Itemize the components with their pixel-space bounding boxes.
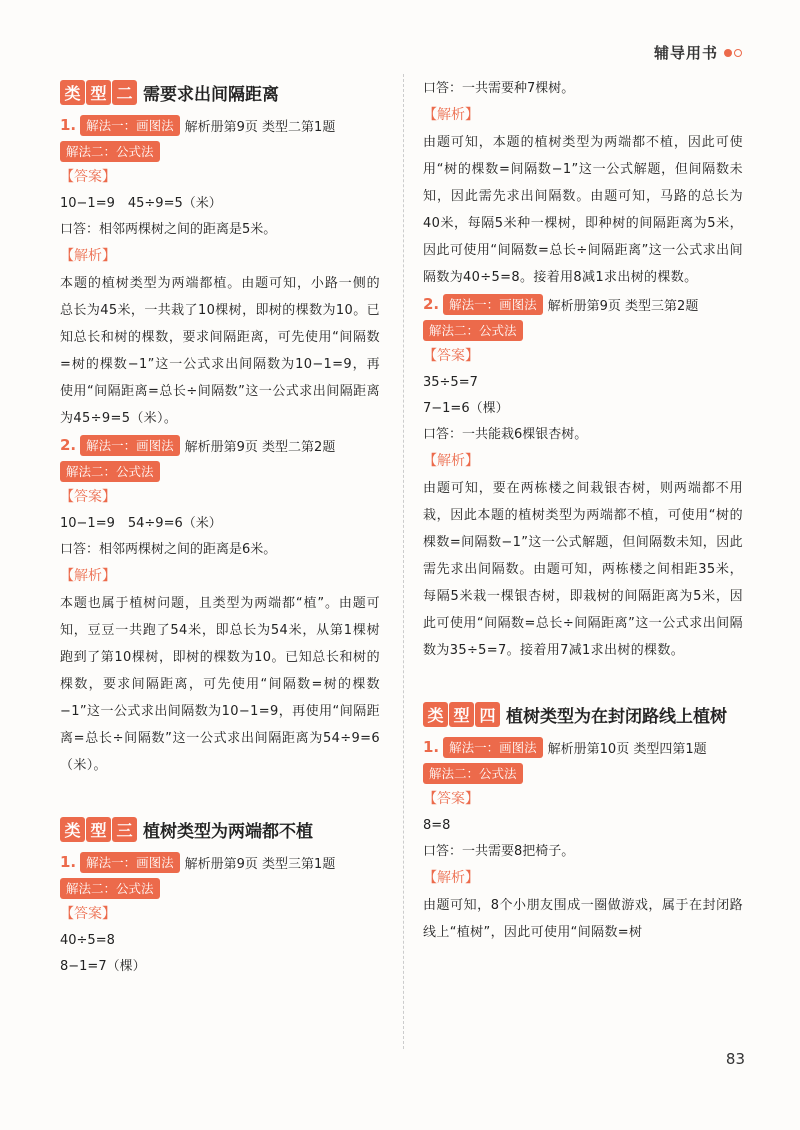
method-pill: 解法二：公式法 bbox=[60, 461, 160, 482]
tag-char: 类 bbox=[60, 80, 85, 105]
answer-line: 口答：一共需要8把椅子。 bbox=[423, 844, 575, 859]
reference-text: 解析册第10页 类型四第1题 bbox=[547, 741, 707, 757]
tag-char: 类 bbox=[60, 817, 85, 842]
section-title: 植树类型为两端都不植 bbox=[143, 821, 313, 842]
analysis-label: 【解析】 bbox=[423, 107, 479, 123]
answer-line: 8=8 bbox=[423, 818, 451, 833]
section-title: 需要求出间隔距离 bbox=[143, 84, 279, 105]
answer-line: 口答：相邻两棵树之间的距离是5米。 bbox=[60, 222, 277, 237]
method-pill: 解法一：画图法 bbox=[443, 294, 543, 315]
analysis-paragraph: 由题可知，8个小朋友围成一圈做游戏，属于在封闭路线上“植树”，因此可使用“间隔数=树 bbox=[423, 898, 743, 940]
dot-ring-icon bbox=[734, 49, 742, 57]
method-line bbox=[60, 875, 380, 901]
tag-char: 类 bbox=[423, 702, 448, 727]
method-pill: 解法二：公式法 bbox=[60, 878, 160, 899]
answer-label: 【答案】 bbox=[60, 906, 116, 922]
reference-text: 解析册第9页 类型三第1题 bbox=[184, 856, 336, 872]
header-dots-icon bbox=[724, 49, 742, 57]
column-divider bbox=[403, 74, 404, 1049]
analysis-label: 【解析】 bbox=[423, 870, 479, 886]
method-pill: 解法一：画图法 bbox=[443, 737, 543, 758]
tag-char: 型 bbox=[449, 702, 474, 727]
tag-char: 四 bbox=[475, 702, 500, 727]
section-heading-type2 bbox=[60, 72, 380, 112]
answer-label: 【答案】 bbox=[60, 169, 116, 185]
section-title: 植树类型为在封闭路线上植树 bbox=[506, 706, 727, 727]
answer-line: 7−1=6（棵） bbox=[423, 401, 509, 416]
analysis-paragraph: 本题的植树类型为两端都植。由题可知，小路一侧的总长为45米，一共栽了10棵树，即树的棵数为10。已知总长和树的棵数，要求间隔距离，可先使用“间隔数=树的棵数−1”这一公式求出间隔数为10−1=9，再使用“间隔距离=总长÷间隔数”这一公式求出间隔距离为45÷9=5（米）。 bbox=[60, 276, 380, 426]
analysis-paragraph: 本题也属于植树问题，且类型为两端都“植”。由题可知，豆豆一共跑了54米，即总长为54米，从第1棵树跑到了第10棵树，即树的棵数为10。已知总长和树的棵数，要求间隔距离，可先使用“间隔数=树的棵数−1”这一公式求出间隔数为10−1=9，再使用“间隔距离=总长÷间隔数”这一公式求出间隔距离为54÷9=6（米）。 bbox=[60, 596, 380, 773]
section-tag bbox=[60, 80, 138, 105]
answer-line: 口答：一共需要种7棵树。 bbox=[423, 81, 575, 96]
question-number: 1. bbox=[60, 853, 77, 871]
question-line bbox=[423, 734, 743, 760]
analysis-label: 【解析】 bbox=[60, 248, 116, 264]
reference-text: 解析册第9页 类型三第2题 bbox=[547, 298, 699, 314]
analysis-paragraph: 由题可知，要在两栋楼之间栽银杏树，则两端都不用栽，因此本题的植树类型为两端都不植，可使用“树的棵数=间隔数−1”这一公式解题，但间隔数未知，因此需先求出间隔数。由题可知，两栋楼之间相距35米，每隔5米栽一棵银杏树，即栽树的间隔距离为5米，因此可使用“间隔数=总长÷间隔距离”这一公式求出间隔数为35÷5=7。接着用7减1求出树的棵数。 bbox=[423, 481, 743, 658]
question-number: 2. bbox=[60, 436, 77, 454]
left-column bbox=[60, 70, 380, 980]
answer-line: 40÷5=8 bbox=[60, 933, 115, 948]
right-column bbox=[423, 70, 743, 946]
analysis-paragraph: 由题可知，本题的植树类型为两端都不植，因此可使用“树的棵数=间隔数−1”这一公式解题，但间隔数未知，因此需先求出间隔数。由题可知，马路的总长为40米，每隔5米种一棵树，即种树的间隔距离为5米，因此可使用“间隔数=总长÷间隔距离”这一公式求出间隔数为40÷5=8。接着用8减1求出树的棵数。 bbox=[423, 135, 743, 285]
section-tag bbox=[60, 817, 138, 842]
tag-char: 二 bbox=[112, 80, 137, 105]
tag-char: 型 bbox=[86, 817, 111, 842]
method-pill: 解法一：画图法 bbox=[80, 435, 180, 456]
method-pill: 解法二：公式法 bbox=[423, 763, 523, 784]
method-line bbox=[423, 317, 743, 343]
method-line bbox=[60, 458, 380, 484]
tag-char: 型 bbox=[86, 80, 111, 105]
question-line bbox=[60, 432, 380, 458]
answer-label: 【答案】 bbox=[423, 348, 479, 364]
method-pill: 解法二：公式法 bbox=[423, 320, 523, 341]
question-number: 1. bbox=[60, 116, 77, 134]
answer-label: 【答案】 bbox=[60, 489, 116, 505]
dot-filled-icon bbox=[724, 49, 732, 57]
answer-line: 口答：相邻两棵树之间的距离是6米。 bbox=[60, 542, 277, 557]
answer-line: 10−1=9 54÷9=6（米） bbox=[60, 516, 222, 531]
question-number: 2. bbox=[423, 295, 440, 313]
analysis-label: 【解析】 bbox=[60, 568, 116, 584]
answer-line: 口答：一共能栽6棵银杏树。 bbox=[423, 427, 588, 442]
answer-line: 10−1=9 45÷9=5（米） bbox=[60, 196, 222, 211]
method-line bbox=[60, 138, 380, 164]
section-tag bbox=[423, 702, 501, 727]
page-header bbox=[654, 42, 742, 63]
answer-line: 35÷5=7 bbox=[423, 375, 478, 390]
header-title: 辅导用书 bbox=[653, 44, 718, 62]
page-number: 83 bbox=[725, 1050, 745, 1068]
tag-char: 三 bbox=[112, 817, 137, 842]
method-pill: 解法一：画图法 bbox=[80, 115, 180, 136]
analysis-label: 【解析】 bbox=[423, 453, 479, 469]
method-pill: 解法二：公式法 bbox=[60, 141, 160, 162]
section-heading-type3 bbox=[60, 809, 380, 849]
reference-text: 解析册第9页 类型二第2题 bbox=[184, 439, 336, 455]
answer-line: 8−1=7（棵） bbox=[60, 959, 146, 974]
question-number: 1. bbox=[423, 738, 440, 756]
section-heading-type4 bbox=[423, 694, 743, 734]
question-line bbox=[60, 849, 380, 875]
method-pill: 解法一：画图法 bbox=[80, 852, 180, 873]
answer-label: 【答案】 bbox=[423, 791, 479, 807]
question-line bbox=[60, 112, 380, 138]
question-line bbox=[423, 291, 743, 317]
reference-text: 解析册第9页 类型二第1题 bbox=[184, 119, 336, 135]
method-line bbox=[423, 760, 743, 786]
